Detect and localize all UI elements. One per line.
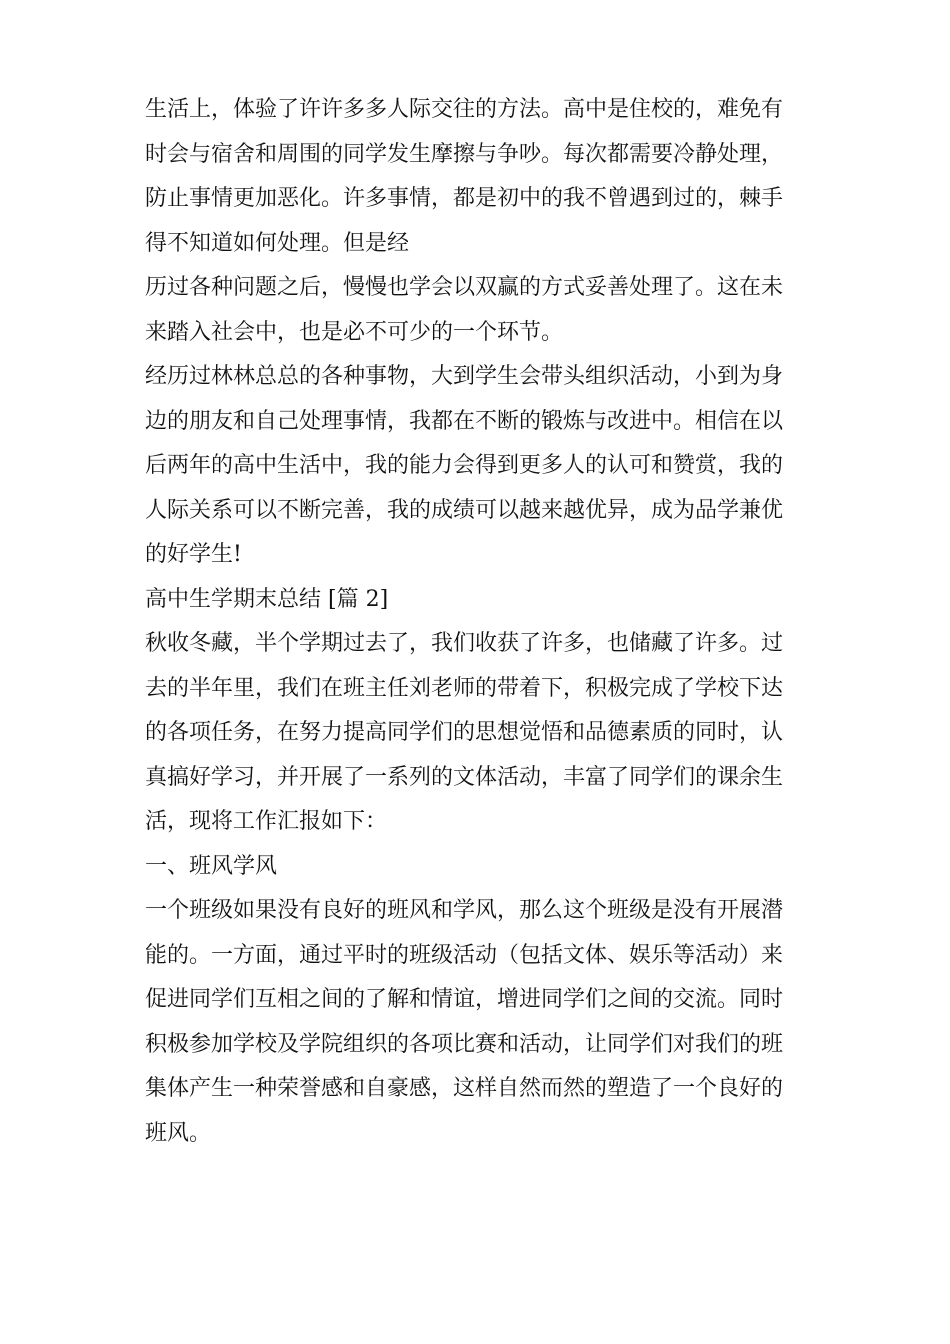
text-line: 集体产生一种荣誉感和自豪感，这样自然而然的塑造了一个良好的 [145,1076,784,1101]
text-line: 的各项任务，在努力提高同学们的思想觉悟和品德素质的同时，认 [145,720,784,745]
text-line: 一个班级如果没有良好的班风和学风，那么这个班级是没有开展潜 [145,898,784,923]
section-heading: 高中生学期末总结 [篇 2] [145,586,389,612]
text-line: 人际关系可以不断完善，我的成绩可以越来越优异，成为品学兼优 [145,497,784,523]
text-line: 得不知道如何处理。但是经 [145,230,410,256]
text-line: 秋收冬藏，半个学期过去了，我们收获了许多，也储藏了许多。过 [145,631,784,656]
text-line: 生活上，体验了许许多多人际交往的方法。高中是住校的，难免有 [145,97,784,122]
text-line: 边的朋友和自己处理事情，我都在不断的锻炼与改进中。相信在以 [145,408,784,434]
text-line: 时会与宿舍和周围的同学发生摩擦与争吵。每次都需要冷静处理， [145,141,784,167]
text-line: 后两年的高中生活中，我的能力会得到更多人的认可和赞赏，我的 [145,453,784,478]
text-line: 去的半年里，我们在班主任刘老师的带着下，积极完成了学校下达 [145,675,784,701]
text-line: 历过各种问题之后，慢慢也学会以双赢的方式妥善处理了。这在未 [145,275,784,300]
document-body [145,88,805,1156]
text-line: 经历过林林总总的各种事物，大到学生会带头组织活动，小到为身 [145,364,784,389]
text-line: 活，现将工作汇报如下： [145,809,388,834]
text-line: 的好学生! [145,542,242,567]
text-line: 能的。一方面，通过平时的班级活动（包括文体、娱乐等活动）来 [145,942,784,968]
text-line: 防止事情更加恶化。许多事情，都是初中的我不曾遇到过的，棘手 [145,186,784,211]
text-line: 积极参加学校及学院组织的各项比赛和活动，让同学们对我们的班 [145,1031,784,1057]
subsection-heading: 一、班风学风 [145,853,278,879]
text-line: 来踏入社会中，也是必不可少的一个环节。 [145,319,564,345]
text-line: 真搞好学习，并开展了一系列的文体活动，丰富了同学们的课余生 [145,764,784,790]
text-line: 促进同学们互相之间的了解和情谊，增进同学们之间的交流。同时 [145,987,784,1012]
text-line: 班风。 [145,1120,212,1146]
